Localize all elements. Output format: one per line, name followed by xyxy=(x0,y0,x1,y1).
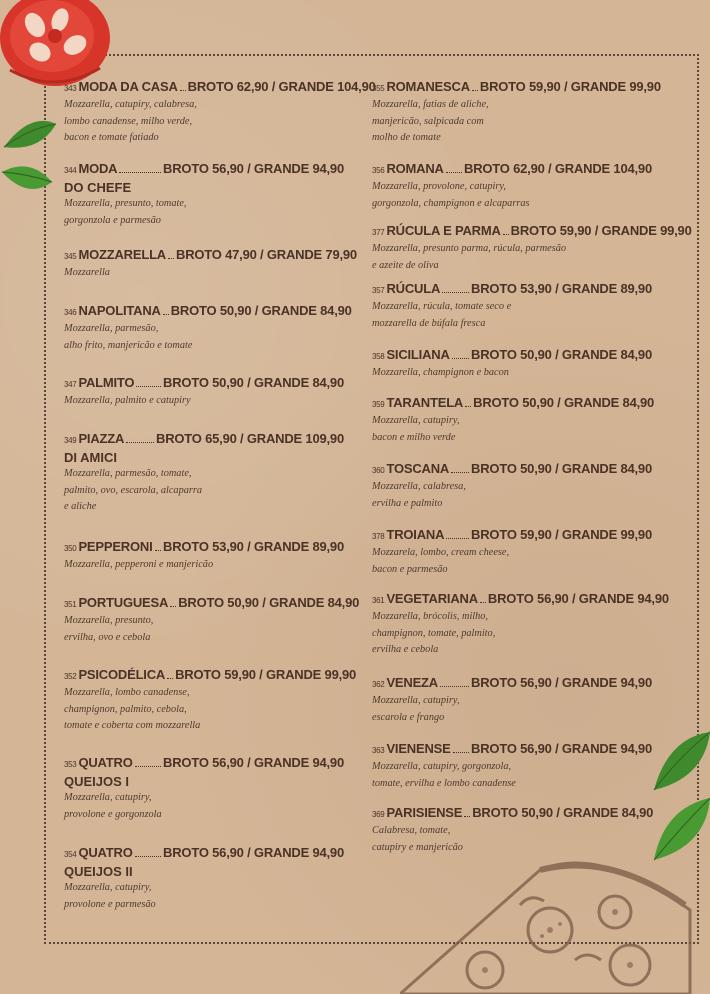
pizza-name: VENEZA xyxy=(386,675,438,690)
pizza-name: VIENENSE xyxy=(386,741,451,756)
leader-dots xyxy=(446,538,469,539)
pizza-name: TARANTELA xyxy=(386,395,464,410)
leader-dots xyxy=(452,358,469,359)
leader-dots xyxy=(167,678,173,679)
menu-item xyxy=(372,346,652,382)
leader-dots xyxy=(453,752,469,753)
menu-item xyxy=(372,394,655,446)
leader-dots xyxy=(163,314,169,315)
menu-item-header xyxy=(372,740,652,759)
pizza-name: PIAZZA xyxy=(78,431,125,446)
item-number: 351 xyxy=(64,600,77,609)
item-number: 345 xyxy=(64,252,77,261)
item-number: 361 xyxy=(372,596,385,605)
menu-item-header xyxy=(64,78,376,97)
price-label: BROTO 50,90 / GRANDE 84,90 xyxy=(471,461,652,476)
leader-dots xyxy=(155,550,162,551)
menu-item xyxy=(372,460,652,512)
price-label: BROTO 65,90 / GRANDE 109,90 xyxy=(156,431,344,446)
pizza-name: ROMANA xyxy=(386,161,444,176)
pizza-name-line2: DI AMICI xyxy=(64,450,117,465)
pizza-description: Mozzarella, parmesão, tomate, palmito, ovo, escarola, alcaparra e aliche xyxy=(64,468,203,513)
menu-item-header xyxy=(372,526,652,545)
menu-item xyxy=(372,590,669,659)
item-number: 359 xyxy=(372,400,385,409)
menu-item xyxy=(64,246,357,282)
menu-item-header xyxy=(64,594,360,613)
menu-item-header xyxy=(64,302,352,321)
leader-dots xyxy=(446,172,462,173)
price-label: BROTO 62,90 / GRANDE 104,90 xyxy=(187,79,376,94)
menu-item-header xyxy=(64,538,344,557)
leader-dots xyxy=(472,90,478,91)
pizza-description: Mozzarella, catupiry, escarola e frango xyxy=(372,695,460,723)
menu-item-header xyxy=(372,590,669,609)
leader-dots xyxy=(136,386,161,387)
pizza-description: Mozzarella, pepperoni e manjericão xyxy=(64,559,214,570)
leader-dots xyxy=(180,90,186,91)
item-number: 362 xyxy=(372,680,385,689)
price-label: BROTO 50,90 / GRANDE 84,90 xyxy=(178,595,360,610)
leader-dots xyxy=(503,234,509,235)
pizza-name: VEGETARIANA xyxy=(386,591,478,606)
menu-item-header xyxy=(372,222,692,241)
menu-item-header xyxy=(372,394,655,413)
price-label: BROTO 56,90 / GRANDE 94,90 xyxy=(163,845,344,860)
pizza-description: Mozzarella xyxy=(64,267,110,278)
item-number: 377 xyxy=(372,228,385,237)
menu-item xyxy=(372,740,652,792)
tomato-illustration xyxy=(0,0,112,90)
menu-item-header xyxy=(372,78,661,97)
leader-dots xyxy=(170,606,176,607)
leader-dots xyxy=(465,406,471,407)
pizza-name: SICILIANA xyxy=(386,347,450,362)
price-label: BROTO 50,90 / GRANDE 84,90 xyxy=(472,805,654,820)
pizza-name: TOSCANA xyxy=(386,461,450,476)
leader-dots xyxy=(119,172,161,173)
pizza-description: Mozzarella, presunto, tomate, gorgonzola e parmesão xyxy=(64,198,187,226)
pizza-name: PORTUGUESA xyxy=(78,595,169,610)
pizza-description: Mozzarella, provolone, catupiry, gorgonzola, champignon e alcaparras xyxy=(372,181,530,209)
item-number: 356 xyxy=(372,166,385,175)
menu-item-header xyxy=(64,246,357,265)
item-number: 369 xyxy=(372,810,385,819)
menu-item xyxy=(372,78,661,147)
price-label: BROTO 59,90 / GRANDE 99,90 xyxy=(471,527,652,542)
pizza-description: Mozzarella, lombo canadense, champignon, palmito, cebola, tomate e coberta com mozzarella xyxy=(64,687,201,732)
pizza-description: Mozzarella, catupiry, bacon e milho verde xyxy=(372,415,460,443)
pizza-description: Mozzarella, catupiry, provolone e parmesão xyxy=(64,882,156,910)
pizza-name: PEPPERONI xyxy=(78,539,153,554)
pizza-description: Mozzarella, rúcula, tomate seco e mozzarella de búfala fresca xyxy=(372,301,512,329)
item-number: 363 xyxy=(372,746,385,755)
pizza-description: Mozzarella, catupiry, provolone e gorgonzola xyxy=(64,792,162,820)
price-label: BROTO 56,90 / GRANDE 94,90 xyxy=(487,591,669,606)
leader-dots xyxy=(442,292,469,293)
menu-item-header xyxy=(64,844,344,863)
menu-item-header xyxy=(372,460,652,479)
pizza-sketch-illustration xyxy=(400,850,700,994)
pizza-description: Mozzarela, lombo, cream cheese, bacon e parmesão xyxy=(372,547,510,575)
menu-item xyxy=(372,526,652,578)
menu-item xyxy=(64,160,344,229)
menu-item xyxy=(64,754,344,823)
pizza-description: Mozzarella, calabresa, ervilha e palmito xyxy=(372,481,466,509)
price-label: BROTO 50,90 / GRANDE 84,90 xyxy=(163,375,344,390)
price-label: BROTO 59,90 / GRANDE 99,90 xyxy=(479,79,661,94)
menu-item-header xyxy=(64,666,357,685)
menu-item xyxy=(372,160,652,212)
pizza-name: RÚCULA E PARMA xyxy=(386,223,501,238)
menu-item-header xyxy=(372,346,652,365)
price-label: BROTO 50,90 / GRANDE 84,90 xyxy=(170,303,352,318)
item-number: 344 xyxy=(64,166,77,175)
pizza-name: RÚCULA xyxy=(386,281,441,296)
pizza-description: Mozzarella, presunto parma, rúcula, parmesão e azeite de oliva xyxy=(372,243,567,271)
menu-item xyxy=(64,430,344,516)
price-label: BROTO 56,90 / GRANDE 94,90 xyxy=(471,741,652,756)
price-label: BROTO 62,90 / GRANDE 104,90 xyxy=(464,161,652,176)
basil-leaf-icon xyxy=(0,112,58,202)
price-label: BROTO 53,90 / GRANDE 89,90 xyxy=(471,281,652,296)
price-label: BROTO 50,90 / GRANDE 84,90 xyxy=(471,347,652,362)
leader-dots xyxy=(135,766,161,767)
item-number: 347 xyxy=(64,380,77,389)
item-number: 378 xyxy=(372,532,385,541)
pizza-description: Mozzarella, fatias de aliche, manjericão, salpicada com molho de tomate xyxy=(372,99,489,144)
pizza-description: Calabresa, tomate, catupiry e manjericão xyxy=(372,825,463,853)
basil-leaf-icon xyxy=(648,728,710,868)
pizza-description: Mozzarella, catupiry, gorgonzola, tomate, ervilha e lombo canadense xyxy=(372,761,516,789)
leader-dots xyxy=(440,686,469,687)
pizza-description: Mozzarella, champignon e bacon xyxy=(372,367,509,378)
item-number: 360 xyxy=(372,466,385,475)
pizza-name: QUATRO xyxy=(78,845,133,860)
item-number: 346 xyxy=(64,308,77,317)
menu-item-header xyxy=(372,804,652,823)
leader-dots xyxy=(135,856,161,857)
menu-item xyxy=(372,280,652,332)
price-label: BROTO 53,90 / GRANDE 89,90 xyxy=(163,539,344,554)
menu-item-header xyxy=(64,374,344,393)
leader-dots xyxy=(480,602,486,603)
pizza-name: PALMITO xyxy=(78,375,135,390)
price-label: BROTO 56,90 / GRANDE 94,90 xyxy=(471,675,652,690)
price-label: BROTO 47,90 / GRANDE 79,90 xyxy=(176,247,357,262)
price-label: BROTO 59,90 / GRANDE 99,90 xyxy=(510,223,692,238)
leader-dots xyxy=(464,816,470,817)
item-number: 343 xyxy=(64,84,77,93)
leader-dots xyxy=(126,442,154,443)
pizza-name-line2: QUEIJOS II xyxy=(64,864,133,879)
pizza-name: NAPOLITANA xyxy=(78,303,161,318)
pizza-description: Mozzarella, presunto, ervilha, ovo e cebola xyxy=(64,615,154,643)
menu-item xyxy=(372,804,652,856)
menu-item-header xyxy=(64,754,344,773)
menu-item xyxy=(64,844,344,913)
item-number: 357 xyxy=(372,286,385,295)
menu-item xyxy=(64,666,357,735)
item-number: 355 xyxy=(372,84,385,93)
price-label: BROTO 56,90 / GRANDE 94,90 xyxy=(163,755,344,770)
menu-item-header xyxy=(372,674,652,693)
pizza-name-line2: QUEIJOS I xyxy=(64,774,130,789)
pizza-name: PARISIENSE xyxy=(386,805,463,820)
pizza-description: Mozzarella, parmesão, alho frito, manjericão e tomate xyxy=(64,323,193,351)
menu-item xyxy=(64,374,344,410)
leader-dots xyxy=(451,472,469,473)
item-number: 353 xyxy=(64,760,77,769)
menu-item xyxy=(64,78,376,147)
menu-item-header xyxy=(64,430,344,449)
pizza-name: MOZZARELLA xyxy=(78,247,166,262)
price-label: BROTO 56,90 / GRANDE 94,90 xyxy=(163,161,344,176)
price-label: BROTO 50,90 / GRANDE 84,90 xyxy=(473,395,655,410)
leader-dots xyxy=(168,258,174,259)
pizza-name: ROMANESCA xyxy=(386,79,470,94)
pizza-description: Mozzarella, brócolis, milho, champignon, tomate, palmito, ervilha e cebola xyxy=(372,611,496,656)
menu-item-header xyxy=(372,160,652,179)
pizza-name: MODA xyxy=(78,161,118,176)
pizza-name: TROIANA xyxy=(386,527,445,542)
menu-item xyxy=(372,222,692,274)
pizza-name: QUATRO xyxy=(78,755,133,770)
item-number: 349 xyxy=(64,436,77,445)
pizza-name: PSICODÉLICA xyxy=(78,667,166,682)
price-label: BROTO 59,90 / GRANDE 99,90 xyxy=(175,667,357,682)
menu-item xyxy=(372,674,652,726)
menu-item xyxy=(64,302,352,354)
menu-item xyxy=(64,538,344,574)
pizza-description: Mozzarella, palmito e catupiry xyxy=(64,395,191,406)
item-number: 352 xyxy=(64,672,77,681)
menu-item-header xyxy=(372,280,652,299)
item-number: 350 xyxy=(64,544,77,553)
pizza-description: Mozzarella, catupiry, calabresa, lombo canadense, milho verde, bacon e tomate fatiado xyxy=(64,99,197,144)
item-number: 358 xyxy=(372,352,385,361)
menu-item xyxy=(64,594,360,646)
item-number: 354 xyxy=(64,850,77,859)
menu-item-header xyxy=(64,160,344,179)
pizza-name: MODA DA CASA xyxy=(78,79,178,94)
pizza-name-line2: DO CHEFE xyxy=(64,180,132,195)
